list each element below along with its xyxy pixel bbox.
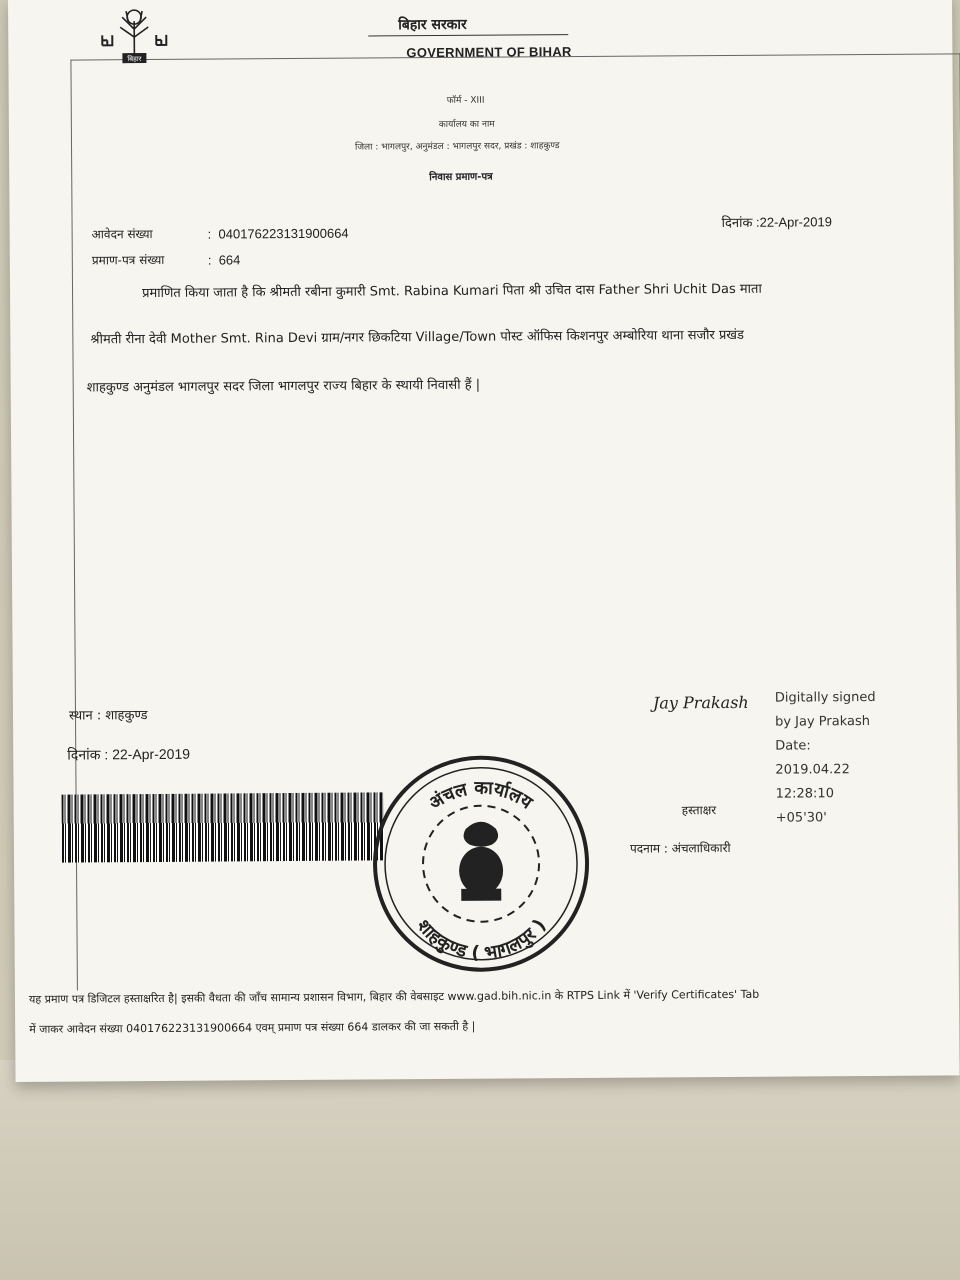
government-title-english: GOVERNMENT OF BIHAR: [406, 44, 572, 61]
certificate-number-label: प्रमाण-पत्र संख्या: [91, 252, 165, 268]
issue-date: [722, 212, 832, 231]
certificate-number-text: 664: [218, 252, 241, 268]
bihar-emblem-icon: [98, 7, 170, 68]
certificate-body-line-3: शाहकुण्ड अनुमंडल भागलपुर सदर जिला भागलपुर राज्य बिहार के स्थायी निवासी हैं |: [86, 377, 481, 396]
place-label: स्थान : शाहकुण्ड: [68, 708, 148, 724]
application-number-label: आवेदन संख्या: [91, 226, 153, 242]
certificate-title: निवास प्रमाण-पत्र: [429, 171, 493, 184]
footer-date-label: दिनांक :: [67, 746, 113, 763]
digital-sign-line: 12:28:10: [775, 786, 835, 802]
svg-text:अंचल कार्यालय: [425, 777, 537, 815]
digital-signature-block: [775, 686, 877, 831]
seal-bottom-text: शाहकुण्ड ( भागलपुर ): [412, 915, 551, 965]
digital-sign-line: Digitally signed: [774, 689, 876, 706]
issue-date-label: दिनांक :: [721, 214, 760, 231]
verification-note-line-1: यह प्रमाण पत्र डिजिटल हस्ताक्षरित है| इसकी वैधता की जाँच सामान्य प्रशासन विभाग, बिहार की वेबसाइट www.gad.bih.nic.in के RTPS Link में 'Verify Certificates' Tab: [28, 987, 760, 1006]
header-divider: [368, 34, 568, 36]
signature-script: Jay Prakash: [652, 692, 749, 713]
certificate-body-line-1: प्रमाणित किया जाता है कि श्रीमती रबीना कुमारी Smt. Rabina Kumari पिता श्री उचित दास Father Shri Uchit Das माता: [142, 281, 762, 302]
certificate-body-line-2: श्रीमती रीना देवी Mother Smt. Rina Devi ग्राम/नगर छिकटिया Village/Town पोस्ट ऑफिस किशनपुर अम्बोरिया थाना सजौर प्रखंड: [90, 327, 745, 348]
signature-label: हस्ताक्षर: [681, 803, 717, 818]
footer-date-value: 22-Apr-2019: [112, 745, 191, 763]
footer-date: [67, 745, 190, 765]
lion-capital-icon: [459, 822, 504, 901]
application-number-text: 040176223131900664: [218, 225, 349, 242]
barcode: [62, 792, 384, 862]
office-label: कार्यालय का नाम: [438, 119, 495, 130]
government-title-hindi: बिहार सरकार: [398, 16, 467, 34]
form-number: फॉर्म - XIII: [446, 95, 485, 106]
seal-top-text: अंचल कार्यालय: [425, 777, 537, 815]
digital-sign-line: +05'30': [775, 810, 827, 826]
svg-text:बिहार: बिहार: [127, 55, 142, 64]
certificate-number-value: : 664: [207, 252, 241, 268]
application-number-value: : 040176223131900664: [207, 225, 349, 242]
office-seal: [365, 748, 597, 980]
digital-sign-line: by Jay Prakash: [775, 714, 871, 730]
certificate-page: [8, 0, 960, 1082]
digital-sign-line: Date:: [775, 738, 811, 754]
issue-date-value: 22-Apr-2019: [759, 214, 832, 230]
verification-note-line-2: में जाकर आवेदन संख्या 040176223131900664 एवम् प्रमाण पत्र संख्या 664 डालकर की जा सकती है |: [29, 1019, 476, 1036]
district-line: जिला : भागलपुर, अनुमंडल : भागलपुर सदर, प्रखंड : शाहकुण्ड: [355, 141, 560, 153]
table-surface: [0, 1060, 960, 1280]
designation: पदनाम : अंचलाधिकारी: [629, 840, 731, 856]
digital-sign-line: 2019.04.22: [775, 762, 850, 778]
